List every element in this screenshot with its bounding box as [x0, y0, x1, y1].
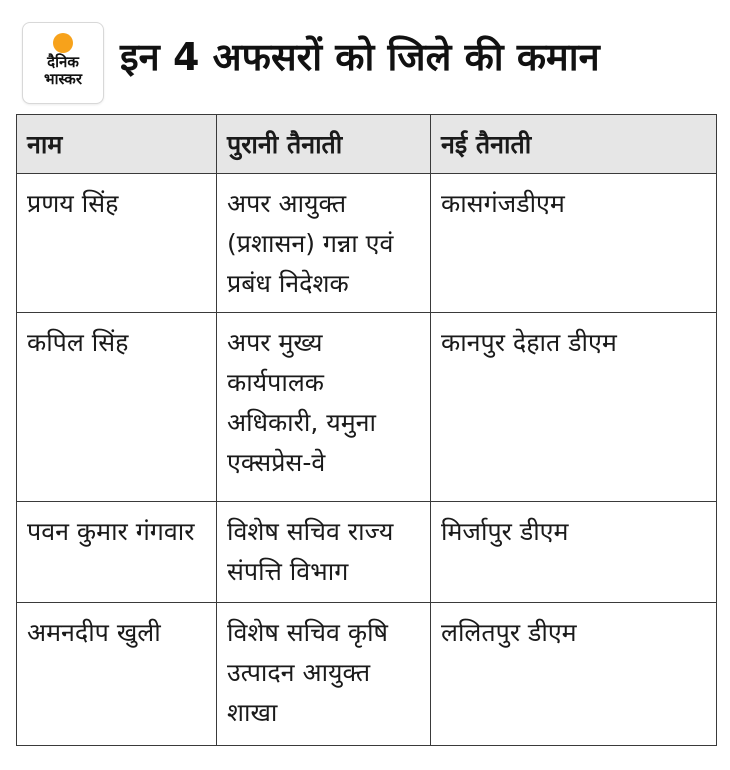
table-row	[17, 313, 717, 502]
logo-line-1: दैनिक	[47, 53, 79, 71]
posting-table	[16, 114, 717, 746]
table-row	[17, 174, 717, 313]
officer-name: कपिल सिंह	[17, 313, 217, 502]
previous-posting: अपर आयुक्त (प्रशासन) गन्ना एवं प्रबंध निदेशक	[217, 174, 431, 313]
table-row	[17, 502, 717, 603]
new-posting: कानपुर देहात डीएम	[431, 313, 717, 502]
dainik-bhaskar-logo	[22, 22, 104, 104]
new-posting: कासगंजडीएम	[431, 174, 717, 313]
column-header-name: नाम	[17, 115, 217, 174]
header	[22, 22, 712, 106]
column-header-new-posting: नई तैनाती	[431, 115, 717, 174]
new-posting: ललितपुर डीएम	[431, 603, 717, 746]
new-posting: मिर्जापुर डीएम	[431, 502, 717, 603]
page-title: इन 4 अफसरों को जिले की कमान	[120, 35, 600, 79]
officer-name: पवन कुमार गंगवार	[17, 502, 217, 603]
officer-name: अमनदीप खुली	[17, 603, 217, 746]
logo-line-2: भास्कर	[44, 70, 82, 88]
previous-posting: विशेष सचिव राज्य संपत्ति विभाग	[217, 502, 431, 603]
sun-icon	[53, 33, 73, 53]
table-header-row	[17, 115, 717, 174]
previous-posting: अपर मुख्य कार्यपालक अधिकारी, यमुना एक्सप्रेस-वे	[217, 313, 431, 502]
officer-name: प्रणय सिंह	[17, 174, 217, 313]
previous-posting: विशेष सचिव कृषि उत्पादन आयुक्त शाखा	[217, 603, 431, 746]
table-row	[17, 603, 717, 746]
column-header-previous-posting: पुरानी तैनाती	[217, 115, 431, 174]
